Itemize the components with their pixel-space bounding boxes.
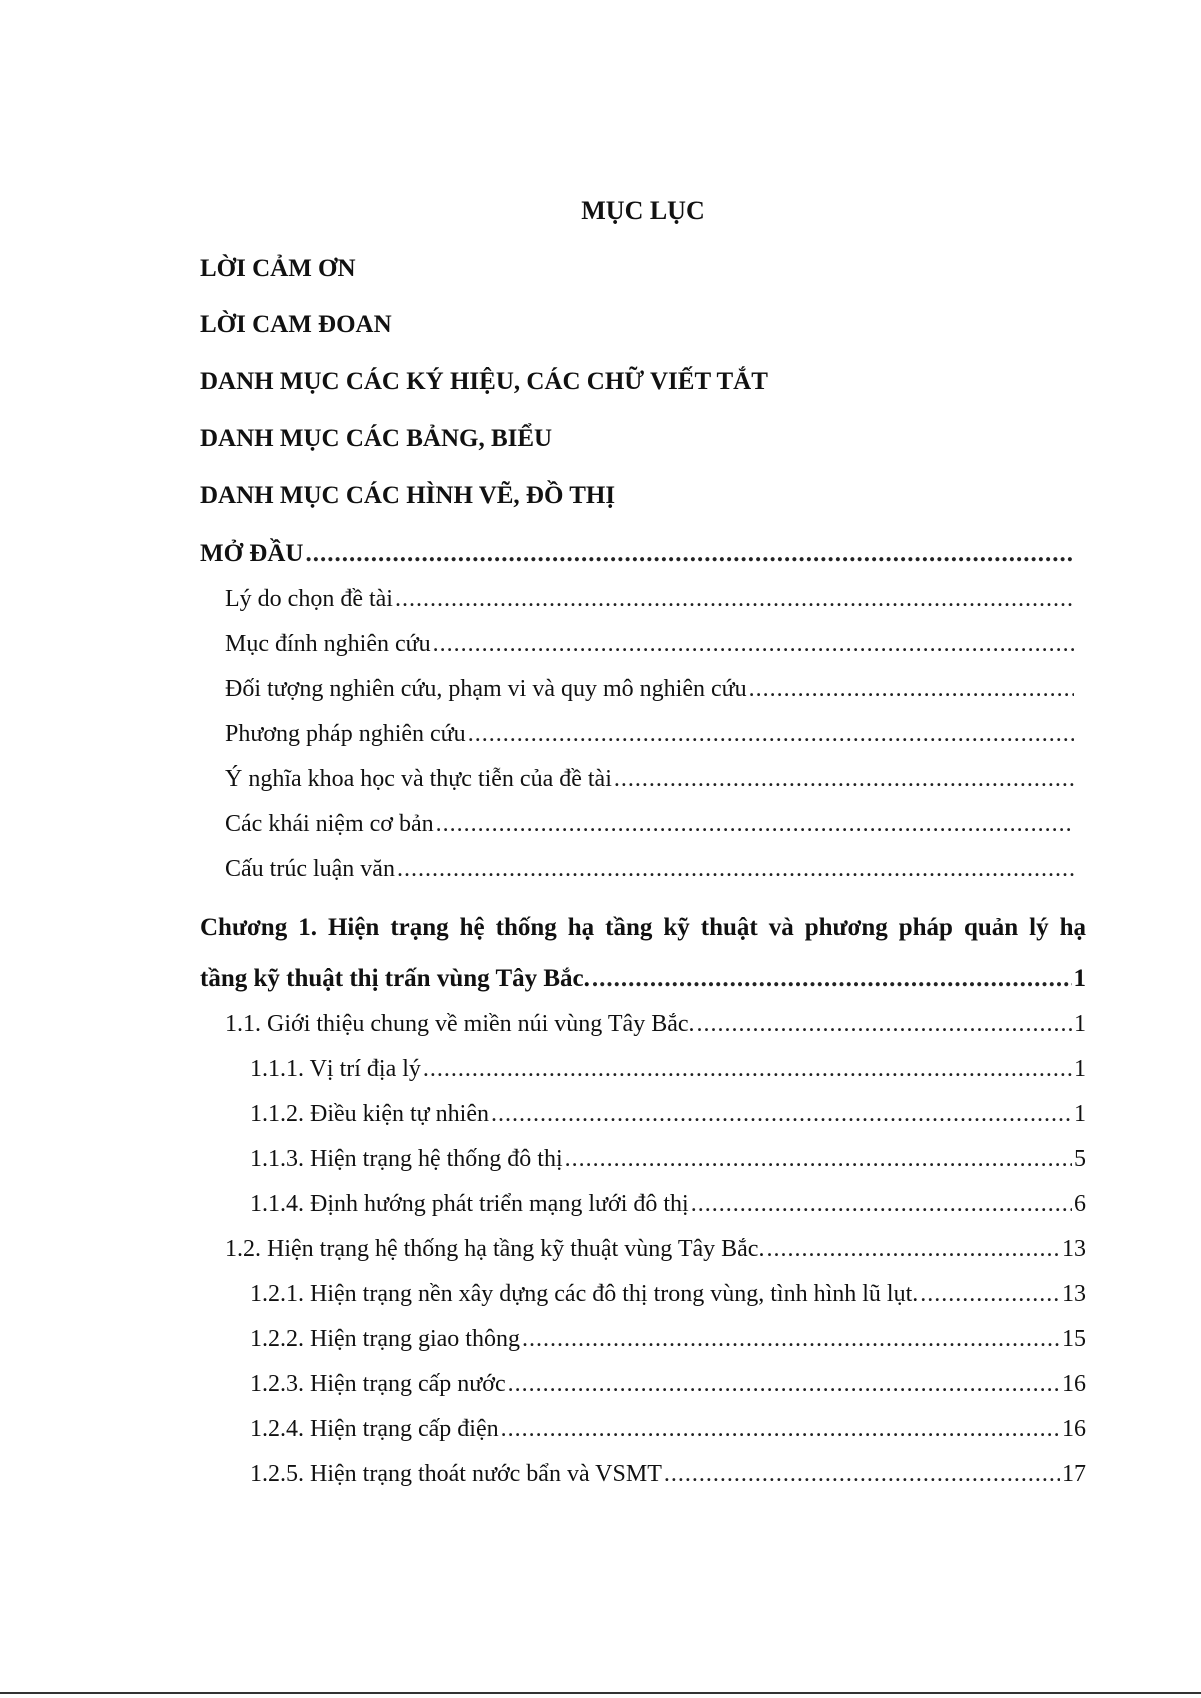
toc-entry-label: 1.2.4. Hiện trạng cấp điện bbox=[250, 1416, 499, 1442]
toc-entry-label: DANH MỤC CÁC HÌNH VẼ, ĐỒ THỊ bbox=[200, 482, 616, 509]
dot-leader bbox=[592, 964, 1072, 994]
dot-leader bbox=[664, 1459, 1060, 1489]
toc-entry-1-2-5[interactable] bbox=[200, 1459, 1086, 1489]
toc-page-number: 1 bbox=[1074, 1056, 1086, 1082]
toc-entry-1-2-2[interactable] bbox=[200, 1324, 1086, 1354]
toc-page-number: 17 bbox=[1062, 1461, 1086, 1487]
toc-entry-phuong-phap[interactable] bbox=[200, 719, 1086, 749]
chapter-title-line2: tầng kỹ thuật thị trấn vùng Tây Bắc. bbox=[200, 965, 590, 992]
dot-leader bbox=[491, 1099, 1072, 1129]
toc-entry-1-2-1[interactable] bbox=[200, 1279, 1086, 1309]
toc-entry-label: 1.2.5. Hiện trạng thoát nước bẩn và VSMT bbox=[250, 1461, 662, 1487]
toc-page-number: 1 bbox=[1074, 1011, 1086, 1037]
toc-entry-1-2[interactable] bbox=[200, 1234, 1086, 1264]
toc-entry-label: Đối tượng nghiên cứu, phạm vi và quy mô nghiên cứu bbox=[225, 676, 747, 702]
toc-entry-label: DANH MỤC CÁC BẢNG, BIỂU bbox=[200, 425, 553, 452]
toc-entry-danh-muc-ky-hieu[interactable] bbox=[200, 367, 768, 397]
toc-entry-label: Mục đính nghiên cứu bbox=[225, 631, 431, 657]
toc-entry-ly-do[interactable] bbox=[200, 584, 1086, 614]
toc-entry-mo-dau[interactable] bbox=[200, 539, 1086, 569]
toc-page-number: 13 bbox=[1062, 1281, 1086, 1307]
toc-entry-label: 1.1.2. Điều kiện tự nhiên bbox=[250, 1101, 489, 1127]
dot-leader bbox=[395, 584, 1074, 614]
toc-entry-label: Các khái niệm cơ bản bbox=[225, 811, 434, 837]
toc-page-number: 16 bbox=[1062, 1416, 1086, 1442]
toc-entry-y-nghia[interactable] bbox=[200, 764, 1086, 794]
toc-entry-label: 1.1. Giới thiệu chung về miền núi vùng Tây Bắc. bbox=[225, 1011, 695, 1037]
dot-leader bbox=[565, 1144, 1072, 1174]
toc-entry-1-2-4[interactable] bbox=[200, 1414, 1086, 1444]
toc-entry-label: LỜI CẢM ƠN bbox=[200, 255, 356, 282]
toc-entry-label: 1.2.1. Hiện trạng nền xây dựng các đô thị trong vùng, tình hình lũ lụt. bbox=[250, 1281, 919, 1307]
toc-entry-1-1-3[interactable] bbox=[200, 1144, 1086, 1174]
page-title: MỤC LỤC bbox=[581, 196, 705, 225]
dot-leader bbox=[749, 674, 1074, 704]
toc-entry-1-2-3[interactable] bbox=[200, 1369, 1086, 1399]
dot-leader bbox=[766, 1234, 1060, 1264]
toc-entry-cau-truc[interactable] bbox=[200, 854, 1086, 884]
toc-entry-1-1-2[interactable] bbox=[200, 1099, 1086, 1129]
toc-page-number: 15 bbox=[1062, 1326, 1086, 1352]
toc-entry-label: 1.2.2. Hiện trạng giao thông bbox=[250, 1326, 520, 1352]
chapter-title-line1: Chương 1. Hiện trạng hệ thống hạ tầng kỹ thuật và phương pháp quản lý hạ bbox=[200, 914, 1086, 941]
toc-entry-loi-cam-on[interactable] bbox=[200, 254, 356, 284]
toc-entry-label: Cấu trúc luận văn bbox=[225, 856, 395, 882]
toc-page-number: 1 bbox=[1073, 965, 1086, 992]
dot-leader bbox=[397, 854, 1074, 884]
toc-entry-label: 1.2.3. Hiện trạng cấp nước bbox=[250, 1371, 506, 1397]
toc-entry-label: Ý nghĩa khoa học và thực tiễn của đề tài bbox=[225, 766, 612, 792]
dot-leader bbox=[691, 1189, 1072, 1219]
toc-page-number: 16 bbox=[1062, 1371, 1086, 1397]
toc-entry-label: DANH MỤC CÁC KÝ HIỆU, CÁC CHỮ VIẾT TẮT bbox=[200, 368, 768, 395]
dot-leader bbox=[501, 1414, 1060, 1444]
toc-entry-label: 1.2. Hiện trạng hệ thống hạ tầng kỹ thuật vùng Tây Bắc. bbox=[225, 1236, 765, 1262]
toc-entry-1-1-4[interactable] bbox=[200, 1189, 1086, 1219]
dot-leader bbox=[423, 1054, 1072, 1084]
page-bottom-edge bbox=[0, 1692, 1201, 1694]
toc-entry-chapter-1-cont[interactable] bbox=[200, 964, 1086, 994]
toc-entry-label: Phương pháp nghiên cứu bbox=[225, 721, 466, 747]
dot-leader bbox=[305, 539, 1074, 569]
toc-entry-chapter-1[interactable] bbox=[200, 906, 1086, 950]
toc-entry-danh-muc-bang-bieu[interactable] bbox=[200, 424, 552, 454]
dot-leader bbox=[614, 764, 1074, 794]
toc-entry-label: 1.1.1. Vị trí địa lý bbox=[250, 1056, 421, 1082]
toc-entry-label: 1.1.3. Hiện trạng hệ thống đô thị bbox=[250, 1146, 563, 1172]
toc-entry-danh-muc-hinh-ve[interactable] bbox=[200, 481, 615, 511]
dot-leader bbox=[920, 1279, 1060, 1309]
toc-page-number: 13 bbox=[1062, 1236, 1086, 1262]
toc-entry-label: MỞ ĐẦU bbox=[200, 540, 304, 567]
toc-entry-1-1[interactable] bbox=[200, 1009, 1086, 1039]
toc-entry-label: Lý do chọn đề tài bbox=[225, 586, 393, 612]
toc-entry-loi-cam-doan[interactable] bbox=[200, 310, 392, 340]
toc-entry-label: 1.1.4. Định hướng phát triển mạng lưới đô thị bbox=[250, 1191, 689, 1217]
toc-page-number: 1 bbox=[1074, 1101, 1086, 1127]
dot-leader bbox=[468, 719, 1074, 749]
dot-leader bbox=[436, 809, 1074, 839]
toc-entry-khai-niem[interactable] bbox=[200, 809, 1086, 839]
toc-page-number: 5 bbox=[1074, 1146, 1086, 1172]
dot-leader bbox=[508, 1369, 1060, 1399]
toc-page-number: 6 bbox=[1074, 1191, 1086, 1217]
dot-leader bbox=[433, 629, 1074, 659]
toc-entry-muc-dinh[interactable] bbox=[200, 629, 1086, 659]
toc-entry-1-1-1[interactable] bbox=[200, 1054, 1086, 1084]
toc-entry-doi-tuong[interactable] bbox=[200, 674, 1086, 704]
toc-entry-label: LỜI CAM ĐOAN bbox=[200, 311, 392, 338]
dot-leader bbox=[697, 1009, 1073, 1039]
dot-leader bbox=[522, 1324, 1060, 1354]
